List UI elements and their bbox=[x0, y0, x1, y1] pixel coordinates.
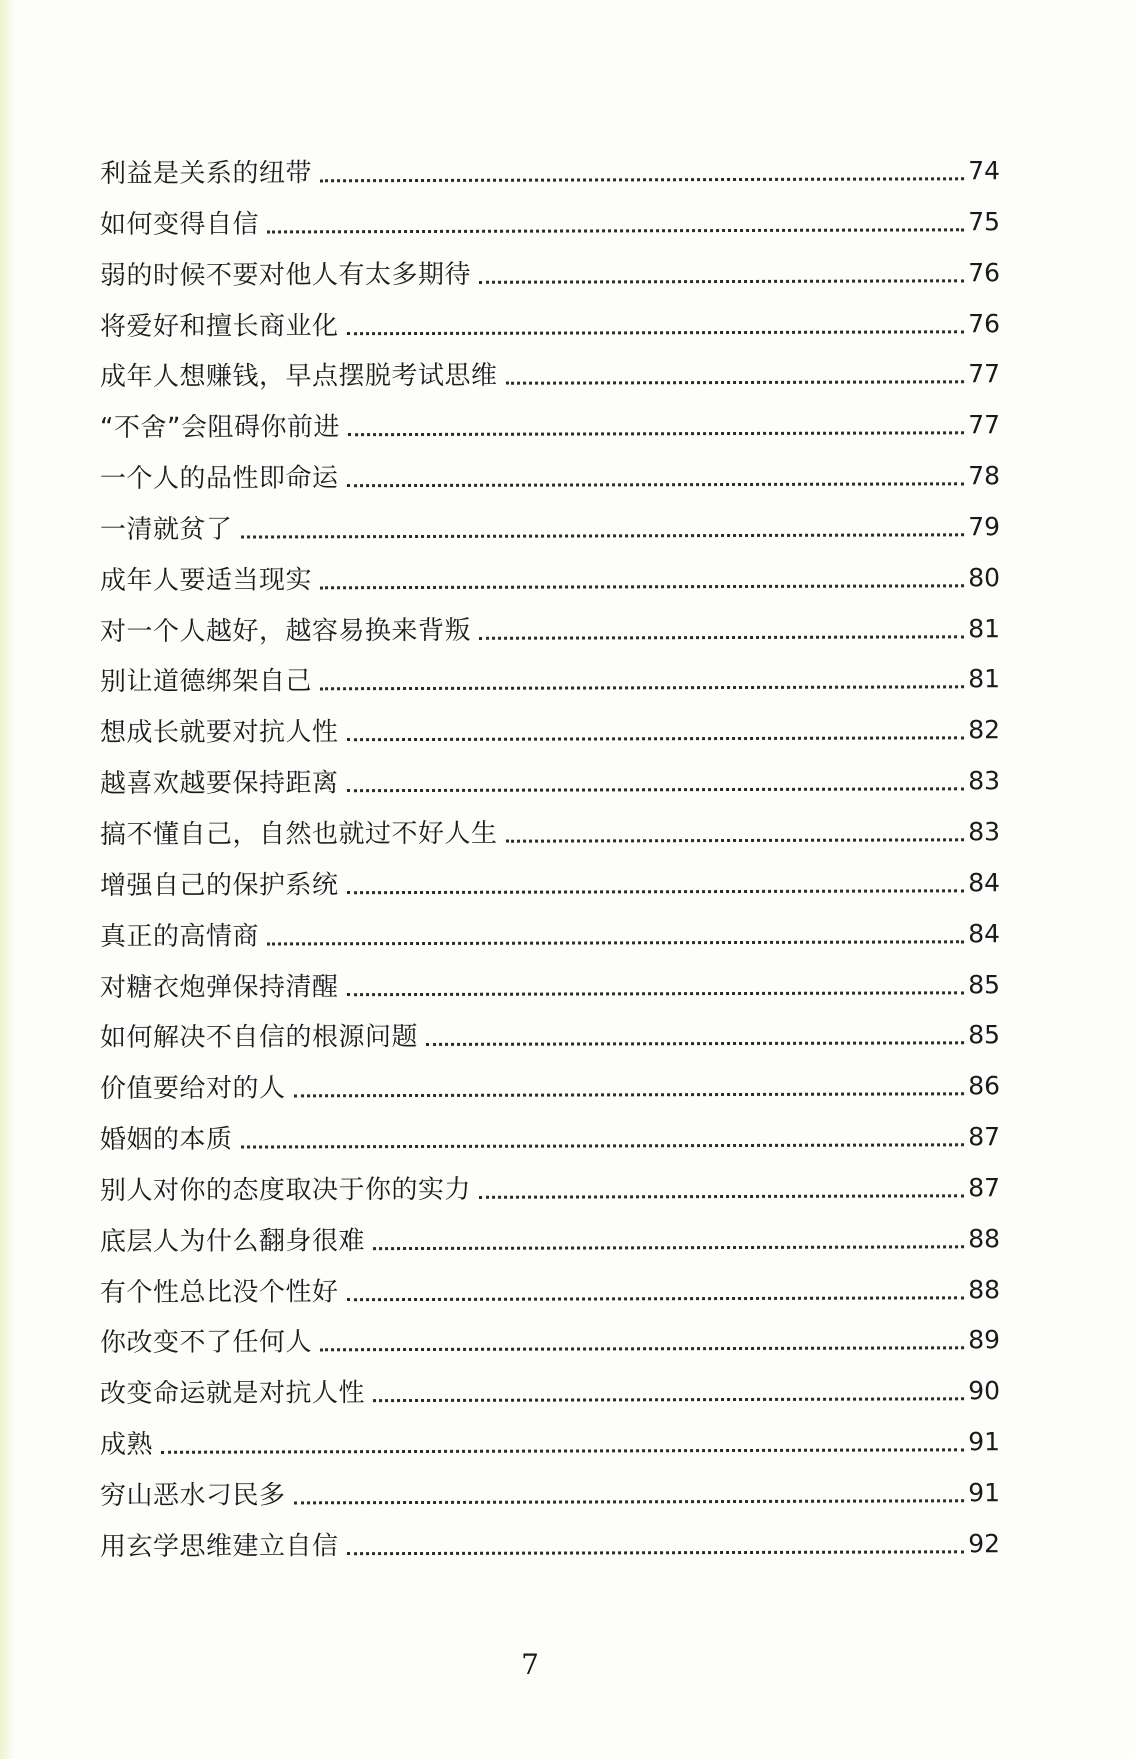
toc-entry-title: 如何变得自信 bbox=[99, 209, 260, 240]
toc-entry[interactable] bbox=[100, 1408, 1000, 1462]
toc-entry[interactable] bbox=[100, 544, 1000, 598]
toc-entry[interactable] bbox=[100, 493, 1000, 547]
toc-leader-dots bbox=[294, 1091, 965, 1097]
toc-leader-dots bbox=[347, 481, 965, 487]
toc-leader-dots bbox=[479, 1193, 964, 1199]
toc-entry[interactable] bbox=[100, 900, 1000, 954]
toc-entry-title: 一个人的品性即命运 bbox=[99, 463, 339, 494]
toc-entry-title: 一清就贫了 bbox=[99, 514, 233, 545]
toc-leader-dots bbox=[294, 1498, 965, 1504]
toc-entry-page: 75 bbox=[968, 206, 1001, 236]
toc-entry-page: 91 bbox=[968, 1427, 1001, 1457]
toc-entry-title: 别让道德绑架自己 bbox=[99, 666, 313, 698]
toc-entry-title: 你改变不了任何人 bbox=[99, 1327, 313, 1359]
page-number: 7 bbox=[521, 1648, 539, 1681]
toc-leader-dots bbox=[241, 1142, 965, 1148]
toc-entry[interactable] bbox=[100, 290, 1000, 344]
toc-entry[interactable] bbox=[100, 1052, 1000, 1106]
toc-entry-title: 穷山恶水刁民多 bbox=[99, 1480, 286, 1511]
toc-leader-dots bbox=[241, 532, 965, 538]
toc-leader-dots bbox=[347, 990, 965, 996]
toc-entry-page: 82 bbox=[968, 715, 1001, 745]
toc-entry-title: 将爱好和擅长商业化 bbox=[99, 310, 339, 342]
toc-entry-page: 74 bbox=[968, 156, 1001, 186]
toc-leader-dots bbox=[347, 329, 965, 335]
toc-entry-page: 85 bbox=[968, 969, 1001, 999]
toc-entry-title: 搞不懂自己，自然也就过不好人生 bbox=[99, 818, 498, 850]
toc-leader-dots bbox=[347, 1295, 965, 1301]
toc-entry-title: 对一个人越好，越容易换来背叛 bbox=[99, 615, 472, 647]
toc-entry-page: 92 bbox=[968, 1528, 1001, 1558]
toc-leader-dots bbox=[267, 227, 964, 233]
toc-entry-title: 对糖衣炮弹保持清醒 bbox=[99, 971, 339, 1003]
table-of-contents bbox=[100, 140, 1000, 1564]
toc-entry[interactable] bbox=[100, 1459, 1000, 1513]
toc-entry-title: 用玄学思维建立自信 bbox=[99, 1530, 339, 1562]
toc-entry[interactable] bbox=[100, 1357, 1000, 1411]
toc-leader-dots bbox=[506, 837, 965, 842]
toc-entry-page: 91 bbox=[968, 1477, 1001, 1508]
toc-leader-dots bbox=[373, 1396, 964, 1402]
toc-entry-page: 76 bbox=[968, 308, 1001, 338]
toc-leader-dots bbox=[320, 1346, 964, 1352]
toc-leader-dots bbox=[347, 1549, 965, 1555]
toc-entry[interactable] bbox=[100, 595, 1000, 649]
toc-leader-dots bbox=[267, 939, 964, 945]
toc-entry[interactable] bbox=[100, 1103, 1000, 1157]
toc-entry-title: 利益是关系的纽带 bbox=[99, 158, 313, 189]
toc-leader-dots bbox=[479, 634, 964, 640]
toc-entry[interactable] bbox=[100, 646, 1000, 700]
toc-entry-title: 成年人想赚钱，早点摆脱考试思维 bbox=[99, 360, 498, 393]
toc-entry-page: 76 bbox=[968, 257, 1001, 287]
toc-entry-title: 增强自己的保护系统 bbox=[99, 869, 339, 901]
toc-entry-page: 88 bbox=[968, 1223, 1001, 1253]
toc-entry[interactable] bbox=[100, 341, 1000, 395]
toc-leader-dots bbox=[373, 1244, 964, 1250]
toc-entry-page: 87 bbox=[968, 1172, 1001, 1202]
toc-entry[interactable] bbox=[100, 951, 1000, 1005]
toc-leader-dots bbox=[320, 685, 964, 691]
toc-entry-page: 81 bbox=[968, 664, 1001, 694]
toc-entry[interactable] bbox=[100, 849, 1000, 903]
toc-entry-title: “不舍”会阻碍你前进 bbox=[99, 412, 341, 444]
toc-entry-page: 84 bbox=[968, 918, 1001, 948]
toc-entry-page: 83 bbox=[968, 766, 1001, 796]
toc-leader-dots bbox=[426, 1040, 964, 1046]
toc-entry-title: 成年人要适当现实 bbox=[99, 564, 313, 596]
toc-leader-dots bbox=[506, 380, 965, 385]
toc-leader-dots bbox=[348, 430, 964, 436]
toc-entry[interactable] bbox=[100, 1154, 1000, 1208]
toc-entry-page: 85 bbox=[968, 1020, 1001, 1050]
toc-entry-page: 87 bbox=[968, 1122, 1001, 1152]
toc-entry-title: 婚姻的本质 bbox=[99, 1124, 233, 1155]
toc-entry-title: 别人对你的态度取决于你的实力 bbox=[99, 1174, 472, 1206]
toc-entry[interactable] bbox=[100, 137, 1000, 191]
toc-entry-page: 79 bbox=[968, 511, 1001, 542]
toc-entry-page: 83 bbox=[968, 816, 1001, 847]
toc-leader-dots bbox=[320, 583, 964, 589]
toc-entry[interactable] bbox=[100, 1002, 1000, 1056]
toc-entry-title: 成熟 bbox=[99, 1429, 154, 1460]
toc-entry-title: 底层人为什么翻身很难 bbox=[99, 1225, 366, 1257]
toc-entry-title: 如何解决不自信的根源问题 bbox=[99, 1022, 419, 1054]
toc-entry[interactable] bbox=[100, 1307, 1000, 1361]
toc-entry-page: 77 bbox=[968, 410, 1001, 440]
toc-entry[interactable] bbox=[100, 391, 1000, 445]
toc-entry-title: 有个性总比没个性好 bbox=[99, 1276, 339, 1308]
toc-leader-dots bbox=[347, 786, 965, 792]
toc-entry-title: 改变命运就是对抗人性 bbox=[99, 1378, 366, 1410]
toc-entry-page: 89 bbox=[968, 1325, 1001, 1355]
toc-entry[interactable] bbox=[100, 1256, 1000, 1310]
page-edge bbox=[0, 0, 14, 1759]
toc-entry-page: 81 bbox=[968, 613, 1001, 643]
toc-entry[interactable] bbox=[100, 1510, 1000, 1564]
toc-entry-page: 78 bbox=[968, 461, 1001, 491]
toc-leader-dots bbox=[347, 735, 965, 741]
toc-leader-dots bbox=[347, 888, 965, 894]
toc-entry[interactable] bbox=[100, 239, 1000, 293]
toc-entry-page: 77 bbox=[968, 359, 1001, 389]
toc-entry-title: 价值要给对的人 bbox=[99, 1073, 286, 1105]
toc-entry-page: 90 bbox=[968, 1376, 1001, 1406]
toc-entry-title: 越喜欢越要保持距离 bbox=[99, 768, 339, 799]
toc-entry[interactable] bbox=[100, 442, 1000, 496]
toc-entry[interactable] bbox=[100, 188, 1000, 242]
toc-leader-dots bbox=[320, 176, 964, 182]
toc-entry-page: 80 bbox=[968, 562, 1001, 592]
toc-leader-dots bbox=[479, 278, 964, 284]
toc-entry[interactable] bbox=[100, 747, 1000, 801]
toc-leader-dots bbox=[161, 1447, 964, 1454]
toc-entry-page: 86 bbox=[968, 1071, 1001, 1101]
toc-entry[interactable] bbox=[100, 798, 1000, 852]
toc-entry[interactable] bbox=[100, 696, 1000, 750]
toc-entry-page: 88 bbox=[968, 1274, 1001, 1304]
toc-entry-page: 84 bbox=[968, 867, 1001, 897]
toc-entry[interactable] bbox=[100, 1205, 1000, 1259]
toc-entry-title: 真正的高情商 bbox=[99, 921, 260, 952]
toc-entry-title: 弱的时候不要对他人有太多期待 bbox=[99, 259, 472, 291]
toc-entry-title: 想成长就要对抗人性 bbox=[99, 717, 339, 749]
